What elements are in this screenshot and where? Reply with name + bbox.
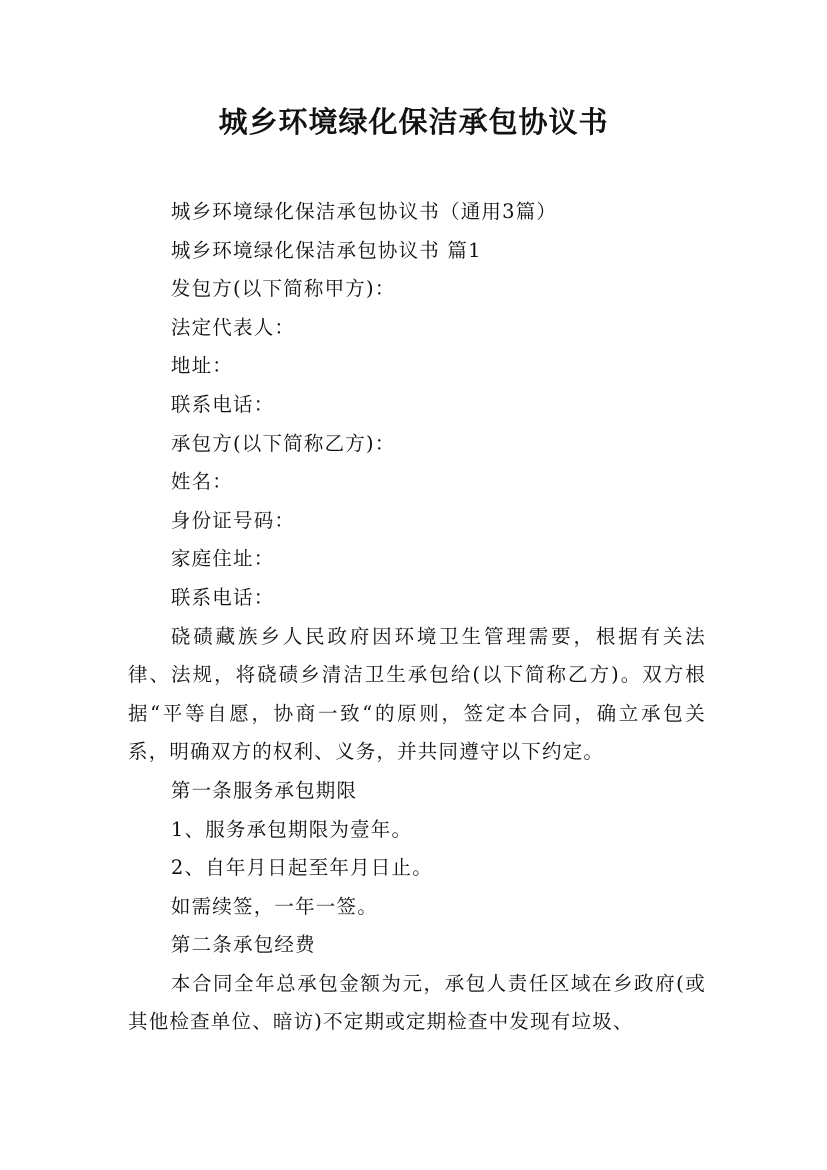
paragraph-legal-rep: 法定代表人： — [170, 315, 296, 339]
paragraph-home-address: 家庭住址： — [170, 547, 275, 571]
document-title: 城乡环境绿化保洁承包协议书 — [218, 105, 609, 139]
paragraph-id-number: 身份证号码： — [170, 508, 296, 532]
paragraph-subtitle: 城乡环境绿化保洁承包协议书（通用3篇） — [170, 200, 558, 223]
paragraph-phone-a: 联系电话： — [170, 392, 275, 416]
paragraph-party-b: 承包方(以下简称乙方)： — [170, 431, 396, 455]
paragraph-preamble: 硗碛藏族乡人民政府因环境卫生管理需要，根据有关法律、法规，将硗碛乡清洁卫生承包给(以下简称乙方)。双方根据“平等自愿，协商一致“的原则，签定本合同，确立承包关系，明确双方的权利、义务，并共同遵守以下约定。 — [128, 624, 706, 764]
paragraph-renewal: 如需续签，一年一签。 — [170, 894, 378, 918]
paragraph-article-1-item-2: 2、自年月日起至年月日止。 — [170, 856, 433, 880]
paragraph-section-heading: 城乡环境绿化保洁承包协议书 篇1 — [170, 238, 482, 262]
paragraph-article-1: 第一条服务承包期限 — [170, 778, 358, 802]
paragraph-address: 地址： — [170, 354, 233, 378]
paragraph-article-2: 第二条承包经费 — [170, 933, 316, 957]
paragraph-name: 姓名： — [170, 470, 233, 494]
paragraph-article-2-body: 本合同全年总承包金额为元，承包人责任区域在乡政府(或其他检查单位、暗访)不定期或定期检查中发现有垃圾、 — [128, 971, 706, 1034]
paragraph-phone-b: 联系电话： — [170, 585, 275, 609]
paragraph-party-a: 发包方(以下简称甲方)： — [170, 277, 396, 301]
paragraph-article-1-item-1: 1、服务承包期限为壹年。 — [170, 817, 413, 841]
document-body — [128, 193, 706, 1042]
